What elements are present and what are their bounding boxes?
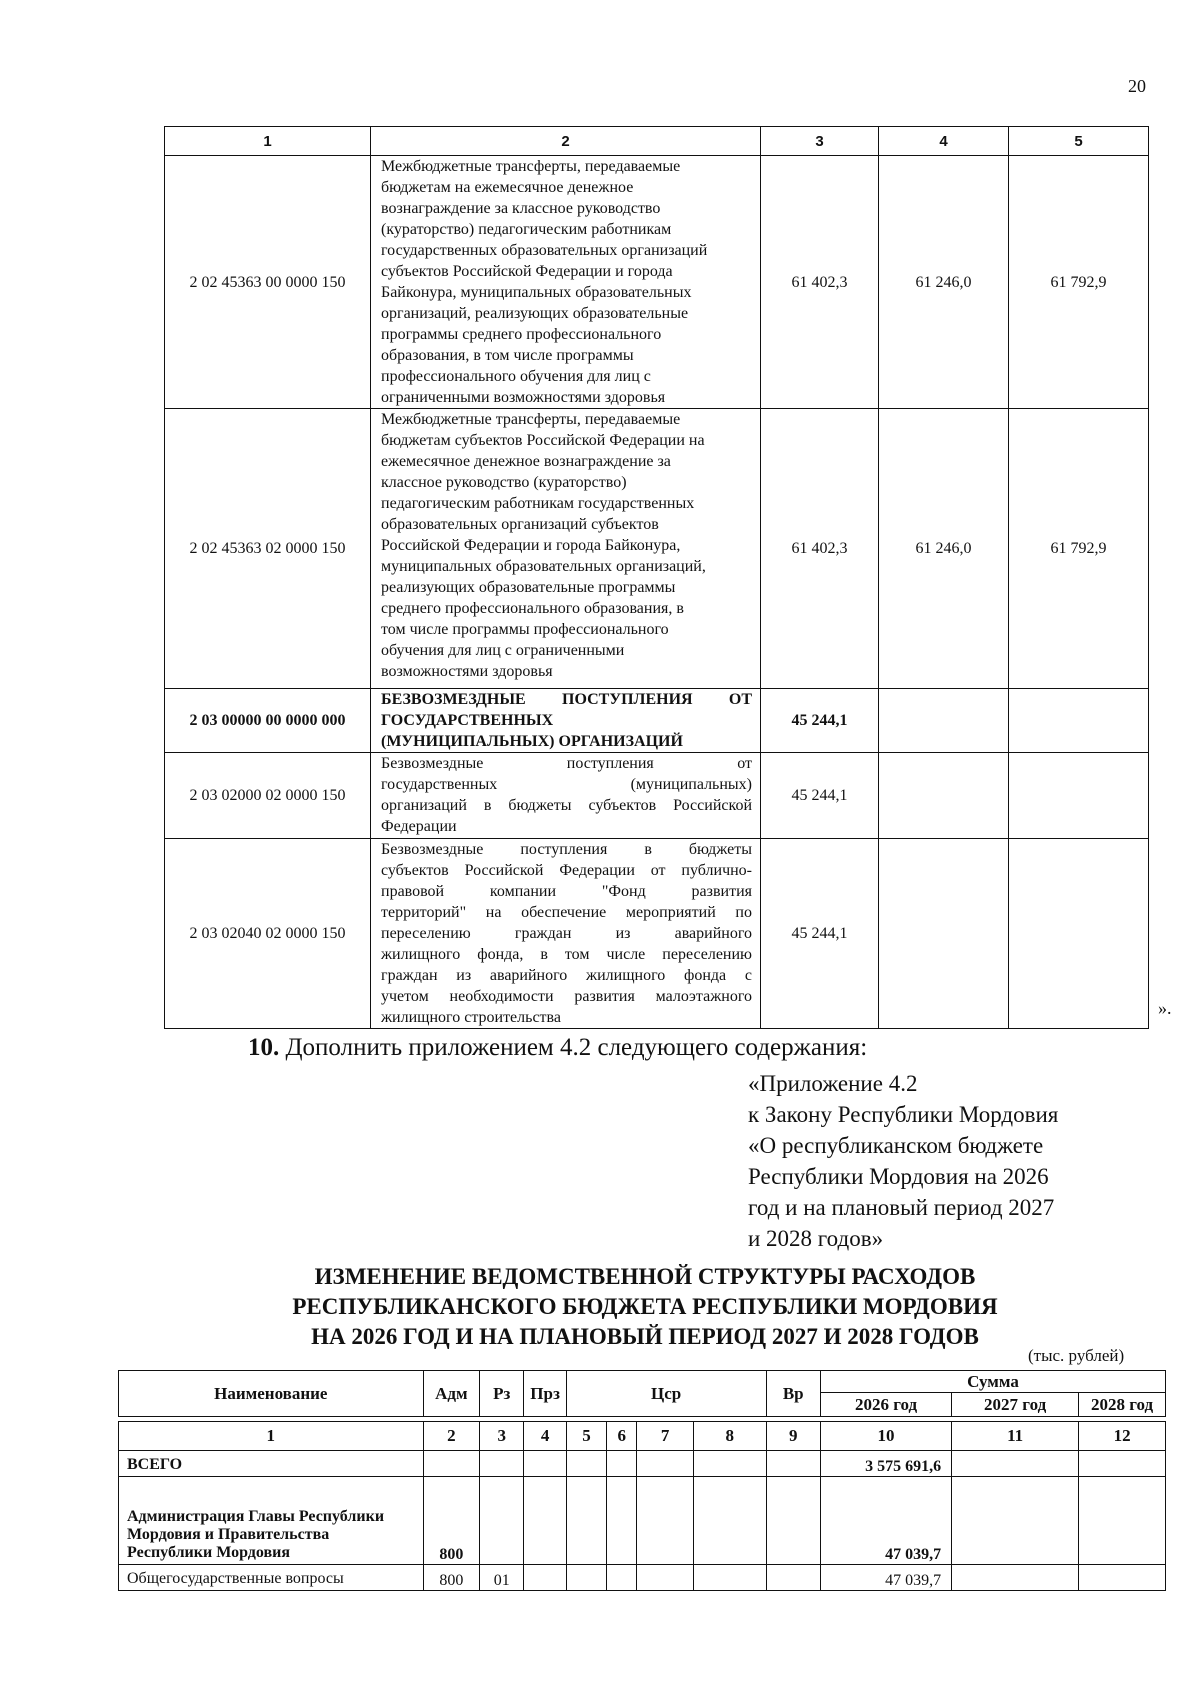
rz-code [480,1451,524,1477]
description-line: (кураторство) педагогическим работникам [381,221,672,238]
expense-structure-table [118,1370,1166,1591]
appendix-line: «О республиканском бюджете [748,1133,1044,1158]
vr-code [766,1565,820,1591]
description-line: Межбюджетные трансферты, передаваемые [381,411,681,428]
description-line: переселению граждан из аварийного [381,925,752,942]
csr-part [607,1477,637,1565]
title-line: РЕСПУБЛИКАНСКОГО БЮДЖЕТА РЕСПУБЛИКИ МОРДОВИЯ [292,1294,998,1319]
csr-part [693,1477,766,1565]
description-line: классное руководство (кураторство) [381,474,627,491]
header-csr: Цср [566,1371,766,1417]
description-line: программы среднего профессионального [381,326,662,343]
item-text: Дополнить приложением 4.2 следующего содержания: [285,1034,868,1061]
rz-code: 01 [480,1565,524,1591]
expense-name: Общегосударственные вопросы [119,1565,424,1591]
expense-name: Администрация Главы Республики Мордовия и Правительства Республики Мордовия [119,1477,424,1565]
description-line: учетом необходимости развития малоэтажного [381,988,752,1005]
description-line: ГОСУДАРСТВЕННЫХ [381,712,554,729]
expense-row [119,1451,1166,1477]
amount-y2028 [1009,753,1149,839]
revenue-description [371,839,761,1029]
revenue-row [165,409,1149,689]
amount-y2026: 45 244,1 [761,689,879,753]
amount-2027 [952,1565,1079,1591]
description-line: государственных (муниципальных) [381,776,752,793]
amount-y2028: 61 792,9 [1009,156,1149,409]
header-2026: 2026 год [820,1393,951,1417]
col-number: 4 [524,1422,566,1451]
item-number: 10. [248,1034,280,1061]
header-sum: Сумма [820,1371,1165,1393]
page-number: 20 [1128,76,1146,96]
col-number: 7 [637,1422,693,1451]
description-line: жилищного строительства [381,1009,561,1026]
col-number: 10 [820,1422,951,1451]
header-adm: Адм [423,1371,479,1417]
amount-2028 [1079,1451,1166,1477]
col-number: 6 [607,1422,637,1451]
col-number: 9 [766,1422,820,1451]
csr-part [693,1565,766,1591]
description-line: Российской Федерации и города Байконура, [381,537,681,554]
appendix-reference [748,1068,1058,1254]
header-2027: 2027 год [952,1393,1079,1417]
description-line: бюджетам на ежемесячное денежное [381,179,634,196]
amount-y2026: 45 244,1 [761,753,879,839]
expense-header-row-1 [119,1371,1166,1393]
description-line: БЕЗВОЗМЕЗДНЫЕ ПОСТУПЛЕНИЯ ОТ [381,691,752,708]
description-line: возможностями здоровья [381,663,553,680]
description-line: том числе программы профессионального [381,621,669,638]
expense-name: ВСЕГО [119,1451,424,1477]
csr-part [566,1451,606,1477]
appendix-line: к Закону Республики Мордовия [748,1102,1059,1127]
description-line: среднего профессионального образования, в [381,600,684,617]
amount-y2026: 45 244,1 [761,839,879,1029]
closing-quote-mark: ». [1158,998,1172,1018]
title-line: ИЗМЕНЕНИЕ ВЕДОМСТВЕННОЙ СТРУКТУРЫ РАСХОДОВ [314,1264,976,1289]
vr-code [766,1451,820,1477]
col-number: 1 [119,1422,424,1451]
column-number-row [119,1422,1166,1451]
adm-code: 800 [423,1477,479,1565]
description-line: муниципальных образовательных организаций, [381,558,706,575]
title-line: НА 2026 ГОД И НА ПЛАНОВЫЙ ПЕРИОД 2027 И 2028 ГОДОВ [311,1324,979,1349]
rz-code [480,1477,524,1565]
amount-y2027 [879,839,1009,1029]
csr-part [637,1565,693,1591]
description-line: бюджетам субъектов Российской Федерации на [381,432,705,449]
description-line: граждан из аварийного жилищного фонда с [381,967,752,984]
revenue-description [371,156,761,409]
description-line: Безвозмездные поступления от [381,755,752,772]
appendix-line: год и на плановый период 2027 [748,1195,1055,1220]
amount-2028 [1079,1565,1166,1591]
col-number: 5 [566,1422,606,1451]
csr-part [607,1565,637,1591]
col-header-4: 4 [879,127,1009,156]
amount-y2027: 61 246,0 [879,156,1009,409]
appendix-line: «Приложение 4.2 [748,1071,918,1096]
adm-code [423,1451,479,1477]
amount-2027 [952,1451,1079,1477]
description-line: Межбюджетные трансферты, передаваемые [381,158,681,175]
amount-y2026: 61 402,3 [761,156,879,409]
header-prz: Прз [524,1371,566,1417]
description-line: вознаграждение за классное руководство [381,200,661,217]
appendix-line: Республики Мордовия на 2026 [748,1164,1049,1189]
adm-code: 800 [423,1565,479,1591]
appendix-line: и 2028 годов» [748,1226,884,1251]
revenue-description [371,409,761,689]
header-name: Наименование [119,1371,424,1417]
expense-row [119,1565,1166,1591]
revenue-row [165,839,1149,1029]
amount-y2026: 61 402,3 [761,409,879,689]
amount-2026: 3 575 691,6 [820,1451,951,1477]
amount-y2027 [879,753,1009,839]
col-header-2: 2 [371,127,761,156]
description-line: (МУНИЦИПАЛЬНЫХ) ОРГАНИЗАЦИЙ [381,733,683,750]
amount-2028 [1079,1477,1166,1565]
csr-part [637,1477,693,1565]
description-line: ежемесячное денежное вознаграждение за [381,453,671,470]
budget-code: 2 03 02040 02 0000 150 [165,839,371,1029]
description-line: организаций в бюджеты субъектов Российской [381,797,752,814]
description-line: педагогическим работникам государственных [381,495,695,512]
description-line: Безвозмездные поступления в бюджеты [381,841,752,858]
revenue-description [371,689,761,753]
col-number: 8 [693,1422,766,1451]
budget-code: 2 02 45363 00 0000 150 [165,156,371,409]
amendment-item [248,1034,867,1062]
header-vr: Вр [766,1371,820,1417]
amount-2026: 47 039,7 [820,1477,951,1565]
revenue-row [165,156,1149,409]
description-line: Байконура, муниципальных образовательных [381,284,692,301]
budget-code: 2 03 00000 00 0000 000 [165,689,371,753]
description-line: жилищного фонда, в том числе переселению [381,946,752,963]
description-line: субъектов Российской Федерации от публично- [381,862,752,879]
prz-code [524,1565,566,1591]
amount-y2028 [1009,839,1149,1029]
csr-part [566,1477,606,1565]
revenue-row [165,689,1149,753]
description-line: государственных образовательных организаций [381,242,708,259]
revenue-description [371,753,761,839]
description-line: правовой компании "Фонд развития [381,883,752,900]
prz-code [524,1477,566,1565]
csr-part [637,1451,693,1477]
revenue-table [164,126,1149,1029]
header-2028: 2028 год [1079,1393,1166,1417]
description-line: профессионального обучения для лиц с [381,368,651,385]
revenue-row [165,753,1149,839]
header-rz: Рз [480,1371,524,1417]
description-line: территорий" на обеспечение мероприятий по [381,904,752,921]
budget-code: 2 02 45363 02 0000 150 [165,409,371,689]
expense-row [119,1477,1166,1565]
description-line: реализующих образовательные программы [381,579,676,596]
csr-part [566,1565,606,1591]
description-line: образования, в том числе программы [381,347,634,364]
col-number: 12 [1079,1422,1166,1451]
col-number: 2 [423,1422,479,1451]
vr-code [766,1477,820,1565]
amount-y2027 [879,689,1009,753]
col-number: 3 [480,1422,524,1451]
amount-y2027: 61 246,0 [879,409,1009,689]
prz-code [524,1451,566,1477]
amount-y2028 [1009,689,1149,753]
budget-code: 2 03 02000 02 0000 150 [165,753,371,839]
csr-part [607,1451,637,1477]
description-line: обучения для лиц с ограниченными [381,642,625,659]
col-header-3: 3 [761,127,879,156]
units-label: (тыс. рублей) [1028,1346,1125,1365]
description-line: образовательных организаций субъектов [381,516,659,533]
description-line: Федерации [381,818,457,835]
col-header-1: 1 [165,127,371,156]
description-line: субъектов Российской Федерации и города [381,263,673,280]
amount-2026: 47 039,7 [820,1565,951,1591]
revenue-table-header [165,127,1149,156]
col-header-5: 5 [1009,127,1149,156]
description-line: ограниченными возможностями здоровья [381,389,666,406]
document-title [230,1262,1060,1352]
amount-y2028: 61 792,9 [1009,409,1149,689]
csr-part [693,1451,766,1477]
col-number: 11 [952,1422,1079,1451]
description-line: организаций, реализующих образовательные [381,305,689,322]
amount-2027 [952,1477,1079,1565]
